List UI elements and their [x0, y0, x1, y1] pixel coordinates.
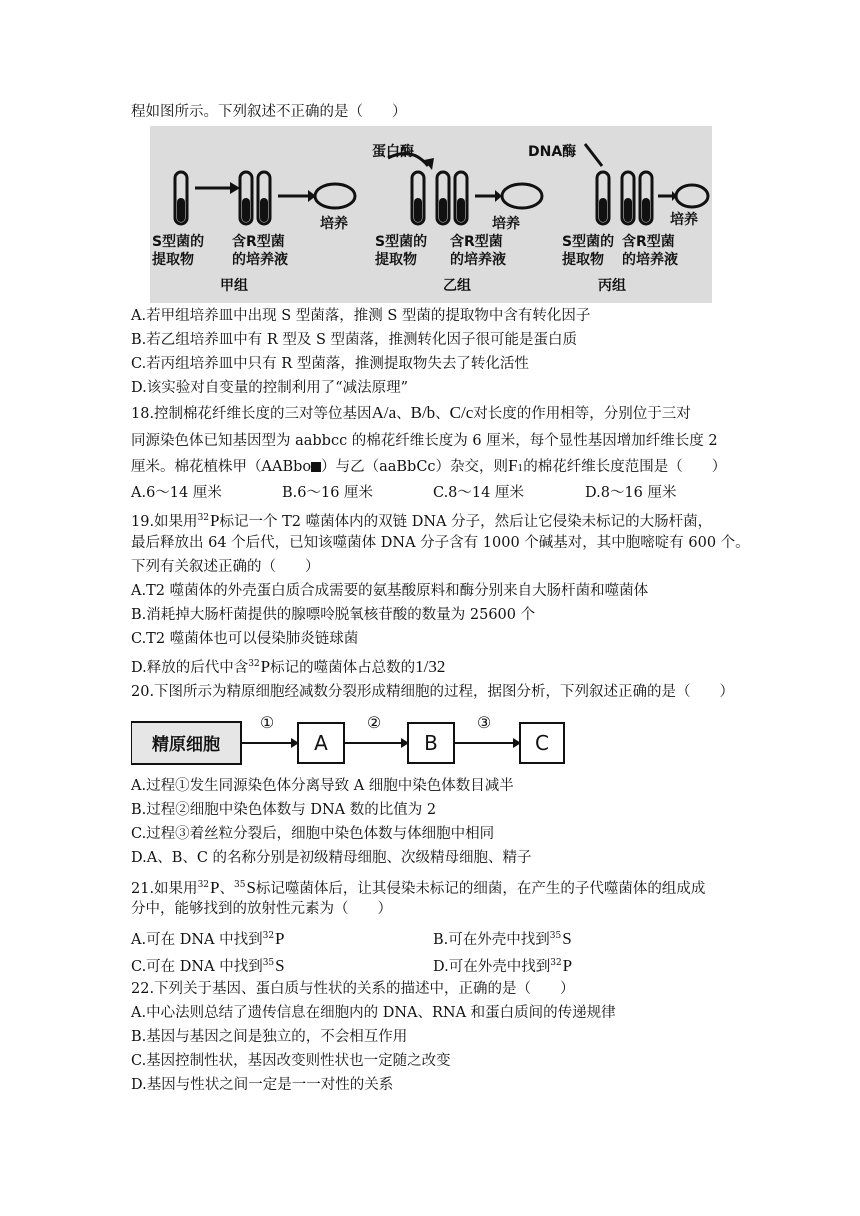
- q17-option-b: B.若乙组培养皿中有 R 型及 S 型菌落，推测转化因子很可能是蛋白质: [131, 332, 578, 348]
- q22-option-d: D.基因与性状之间一定是一一对性的关系: [131, 1077, 394, 1093]
- q18-stem-line1: 18.控制棉花纤维长度的三对等位基因A/a、B/b、C/c对长度的作用相等，分别位于三对: [131, 403, 691, 422]
- q18-stem-line2: 同源染色体已知基因型为 aabbcc 的棉花纤维长度为 6 厘米，每个显性基因增加纤维长度 2: [131, 433, 718, 449]
- q19-stem-line3: 下列有关叙述正确的（ ）: [131, 559, 320, 575]
- q21-option-a: A.可在 DNA 中找到$^{32}$P: [131, 929, 285, 948]
- dropper-icon: [585, 144, 602, 166]
- group-label: 甲组: [220, 278, 248, 294]
- gene-symbol: A/a: [371, 403, 397, 422]
- step-3-label: ③: [476, 713, 492, 732]
- q17-experiment-figure: [150, 126, 712, 303]
- q20-option-a: A.过程①发生同源染色体分离导致 A 细胞中染色体数目减半: [131, 778, 514, 794]
- enzyme-label: DNA酶: [528, 144, 577, 160]
- q22-option-a: A.中心法则总结了遗传信息在细胞内的 DNA、RNA 和蛋白质间的传递规律: [131, 1005, 616, 1021]
- q18-option-c: C.8～14 厘米: [433, 485, 524, 501]
- q18-option-b: B.6～16 厘米: [282, 485, 374, 501]
- extract-label: S型菌的: [152, 234, 205, 250]
- medium-label: 含R型菌: [450, 234, 503, 250]
- q20-stem: 20.下图所示为精原细胞经减数分裂形成精细胞的过程，据图分析，下列叙述正确的是（ ）: [131, 684, 735, 700]
- q20-option-d: D.A、B、C 的名称分别是初级精母细胞、次级精母细胞、精子: [131, 850, 532, 866]
- q22-stem: 22.下列关于基因、蛋白质与性状的关系的描述中，正确的是（ ）: [131, 981, 575, 997]
- medium-label: 的培养液: [232, 252, 288, 268]
- q17-option-c: C.若丙组培养皿中只有 R 型菌落，推测提取物失去了转化活性: [131, 356, 529, 372]
- extract-label: 提取物: [152, 252, 194, 268]
- q17-option-a: A.若甲组培养皿中出现 S 型菌落，推测 S 型菌的提取物中含有转化因子: [131, 308, 591, 324]
- q19-option-b: B.消耗掉大肠杆菌提供的腺嘌呤脱氧核苷酸的数量为 25600 个: [131, 607, 536, 623]
- q21-option-d: D.可在外壳中找到$^{32}$P: [433, 956, 573, 975]
- flow-start-label: 精原细胞: [152, 735, 220, 755]
- q20-option-b: B.过程②细胞中染色体数与 DNA 数的比值为 2: [131, 802, 437, 818]
- step-2-label: ②: [366, 713, 382, 732]
- q17-option-d: D.该实验对自变量的控制利用了“减法原理”: [131, 380, 409, 396]
- box-a-label: A: [314, 731, 328, 755]
- group-label: 丙组: [598, 278, 626, 294]
- medium-label: 的培养液: [450, 252, 506, 268]
- box-b-label: B: [424, 731, 438, 755]
- q18-options: [131, 483, 751, 503]
- q21-option-c: C.可在 DNA 中找到$^{35}$S: [131, 956, 285, 975]
- extract-fill-icon: [177, 198, 185, 222]
- q20-option-c: C.过程③着丝粒分裂后，细胞中染色体数与体细胞中相同: [131, 826, 495, 842]
- q21-stem-line2: 分中，能够找到的放射性元素为（ ）: [131, 901, 392, 917]
- q21-option-b: B.可在外壳中找到$^{35}$S: [433, 929, 572, 948]
- group-label: 乙组: [443, 278, 471, 294]
- extract-label: S型菌的: [562, 234, 615, 250]
- culture-label: 培养: [492, 216, 520, 232]
- extract-label: 提取物: [562, 252, 604, 268]
- petri-dish-icon: [676, 185, 708, 207]
- enzyme-label: 蛋白酶: [372, 144, 414, 160]
- extract-label: S型菌的: [375, 234, 428, 250]
- petri-dish-icon: [502, 184, 542, 208]
- q19-stem-line1: 19.如果用$^{32}$P标记一个 T2 噬菌体内的双链 DNA 分子，然后让它侵染未标记的大肠杆菌，: [131, 511, 713, 530]
- q19-option-a: A.T2 噬菌体的外壳蛋白质合成需要的氨基酸原料和酶分别来自大肠杆菌和噬菌体: [131, 583, 649, 599]
- culture-label: 培养: [320, 216, 348, 232]
- q19-option-c: C.T2 噬菌体也可以侵染肺炎链球菌: [131, 631, 359, 647]
- q18-option-a: A.6～14 厘米: [131, 485, 222, 501]
- extract-label: 提取物: [375, 252, 417, 268]
- step-1-label: ①: [259, 713, 275, 732]
- q22-option-b: B.基因与基因之间是独立的，不会相互作用: [131, 1029, 408, 1045]
- petri-dish-icon: [315, 184, 355, 208]
- medium-label: 的培养液: [622, 252, 678, 268]
- gene-symbol: C/c: [449, 403, 474, 422]
- q18-stem-line3: 厘米。棉花植株甲（AABbo ）与乙（aaBbCc）杂交，则F1的棉花纤维长度范围是（ ）: [131, 456, 727, 475]
- q20-flow-diagram: [131, 704, 571, 772]
- culture-label: 培养: [670, 212, 698, 228]
- gene-symbol: B/b: [410, 403, 436, 422]
- medium-label: 含R型菌: [232, 234, 285, 250]
- q19-option-d: D.释放的后代中含$^{32}$P标记的噬菌体占总数的1/32: [131, 657, 446, 676]
- obscured-square-icon: [311, 462, 321, 472]
- q19-stem-line2: 最后释放出 64 个后代，已知该噬菌体 DNA 分子含有 1000 个碱基对，其中胞嘧啶有 600 个。: [131, 535, 750, 551]
- q21-stem-line1: 21.如果用$^{32}$P、$^{35}$S标记噬菌体后，让其侵染未标记的细菌，在产生的子代噬菌体的组成成: [131, 878, 706, 897]
- q22-option-c: C.基因控制性状，基因改变则性状也一定随之改变: [131, 1053, 451, 1069]
- medium-label: 含R型菌: [622, 234, 675, 250]
- q17-intro: 程如图所示。下列叙述不正确的是（ ）: [131, 104, 407, 120]
- box-c-label: C: [535, 731, 549, 755]
- q18-option-d: D.8～16 厘米: [585, 485, 677, 501]
